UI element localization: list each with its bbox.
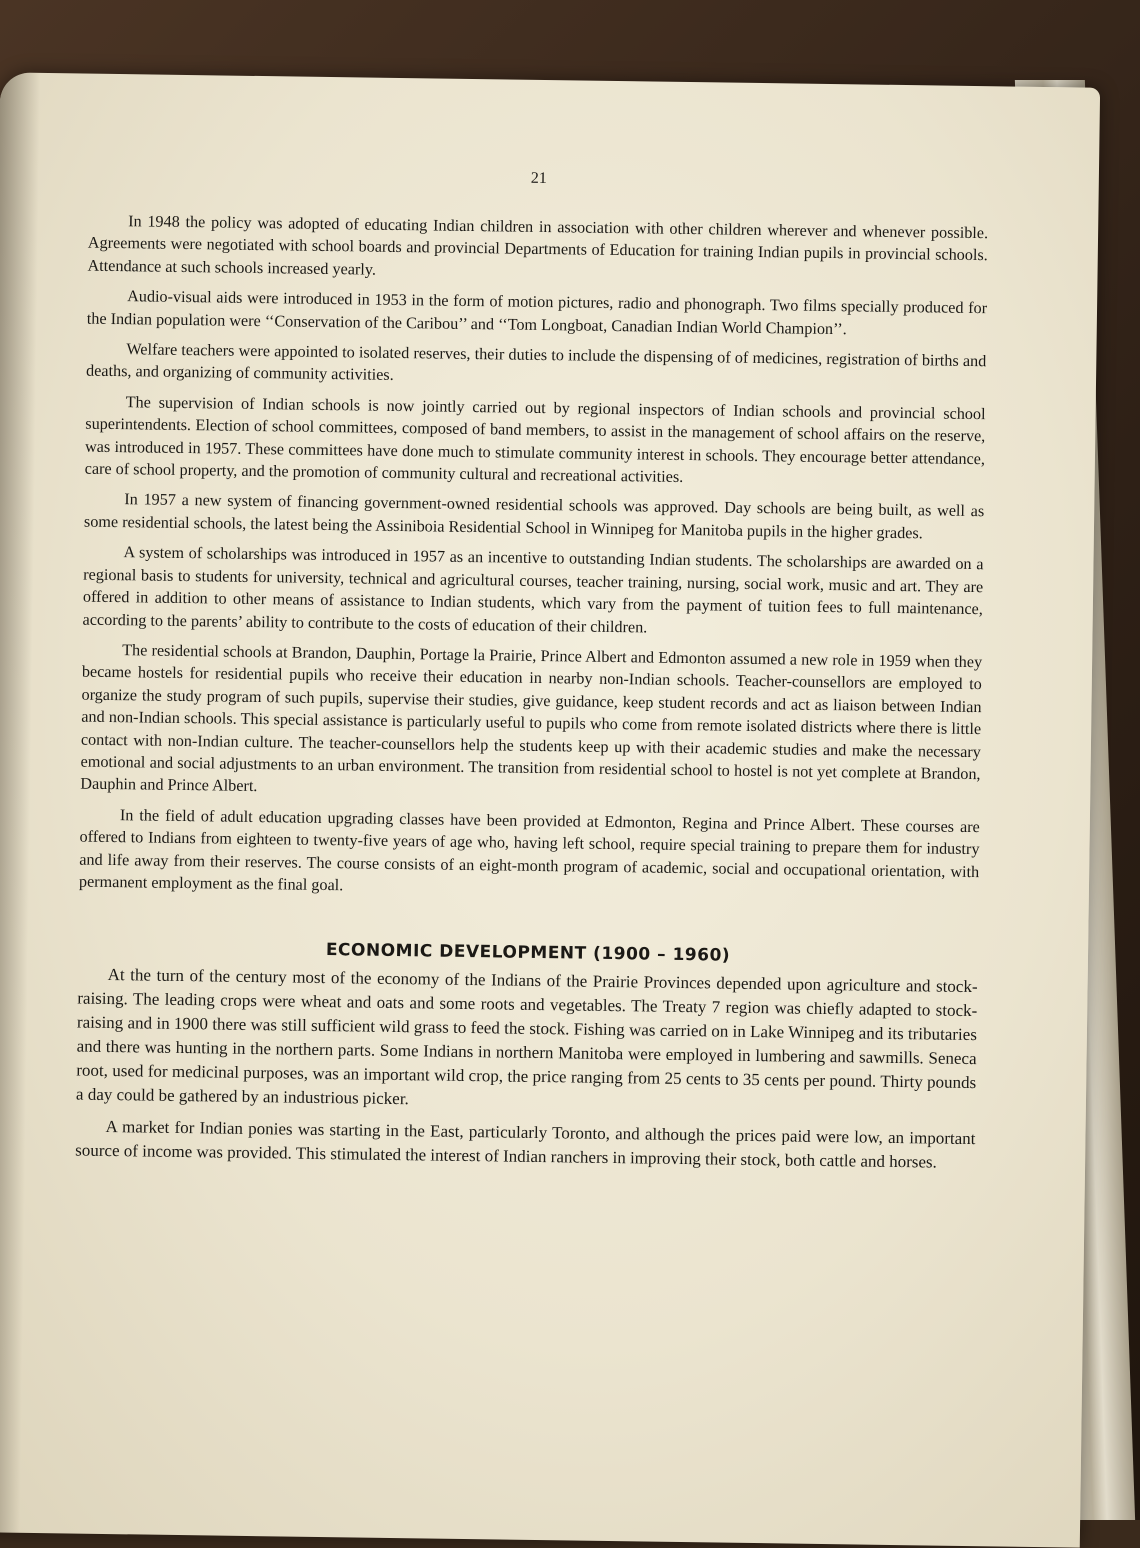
- section-heading: ECONOMIC DEVELOPMENT (1900 – 1960): [325, 940, 731, 967]
- paragraph-financing: In 1957 a new system of financing government-owned residential schools was approved. Day schools are being built, as well as some residential schools, the latest being the Assiniboia Residential School in Winnipeg for Manitoba pupils in the higher grades.: [83, 490, 985, 543]
- page-content: [75, 164, 989, 1184]
- paragraph-adult-education: In the field of adult education upgrading classes have been provided at Edmonton, Regina and Prince Albert. These courses are offered to Indians from eighteen to twenty-five years of age who, having left school, require special training to prepare them for industry and life away from their reserves. The course consists of an eight-month program of academic, social and occupational orientation, with permanent employment as the final goal.: [78, 805, 980, 895]
- page-gutter-shadow: [0, 72, 40, 1532]
- book-page: [0, 72, 1100, 1547]
- paragraph-pony-market: A market for Indian ponies was starting in the East, particularly Toronto, and although the prices paid were low, an important source of income was provided. This stimulated the interest of Indian ranchers in improving their stock, both cattle and horses.: [75, 1117, 976, 1172]
- paragraph-welfare-teachers: Welfare teachers were appointed to isolated reserves, their duties to include the dispensing of of medicines, registration of births and deaths, and organizing of community activities.: [85, 340, 987, 385]
- paragraph-1948-policy: In 1948 the policy was adopted of educating Indian children in association with other children wherever and whenever possible. Agreements were negotiated with school boards and provincial Departments of Education for training Indian pupils in provincial schools. Attendance at such schools increased yearly.: [87, 212, 989, 279]
- paragraph-supervision: The supervision of Indian schools is now jointly carried out by regional inspectors of Indian schools and provincial school superintendents. Election of school committees, composed of band members, to assist in the management of school affairs on the reserve, was introduced in 1957. These committees have done much to stimulate community interest in schools. They encourage better attendance, care of school property, and the promotion of community cultural and recreational activities.: [84, 393, 986, 487]
- paragraph-scholarships: A system of scholarships was introduced in 1957 as an incentive to outstanding Indian students. The scholarships are awarded on a regional basis to students for university, technical and agricultural courses, teacher training, nursing, social work, music and art. They are offered in addition to other means of assistance to Indian students, which vary from the payment of tuition fees to full maintenance, according to the parents’ ability to contribute to the costs of education of their children.: [82, 543, 984, 636]
- paragraph-audio-visual: Audio-visual aids were introduced in 1953 in the form of motion pictures, radio and phonograph. Two films specially produced for the Indian population were ‘‘Conservation of the Caribou’’ and ‘‘Tom Longboat, Canadian Indian World Champion’’.: [86, 287, 988, 338]
- paragraph-turn-of-century: At the turn of the century most of the economy of the Indians of the Prairie Provinces depended upon agriculture and stock-raising. The leading crops were wheat and oats and some roots and vegetables. The Treaty 7 region was chiefly adapted to stock-raising and in 1900 there was still sufficient wild grass to feed the stock. Fishing was carried on in Lake Winnipeg and its tributaries and there was hunting in the northern parts. Some Indians in northern Manitoba were employed in lumbering and sawmills. Seneca root, used for medicinal purposes, was an important wild crop, the price ranging from 25 cents to 35 cents per pound. Thirty pounds a day could be gathered by an industrious picker.: [75, 965, 978, 1109]
- paragraph-residential-hostels: The residential schools at Brandon, Dauphin, Portage la Prairie, Prince Albert and Edmonton assumed a new role in 1959 when they became hostels for residential pupils who receive their education in nearby non-Indian schools. Teacher-counsellors are employed to organize the study program of such pupils, supervise their studies, give guidance, keep student records and act as liaison between Indian and non-Indian schools. This special assistance is particularly useful to pupils who come from remote isolated districts where there is little contact with non-Indian culture. The teacher-counsellors help the students keep up with their academic studies and make the necessary emotional and social adjustments to an urban environment. The transition from residential school to hostel is not yet complete at Brandon, Dauphin and Prince Albert.: [80, 641, 983, 796]
- page-number: 21: [530, 169, 547, 188]
- economic-development-section: [75, 937, 978, 1176]
